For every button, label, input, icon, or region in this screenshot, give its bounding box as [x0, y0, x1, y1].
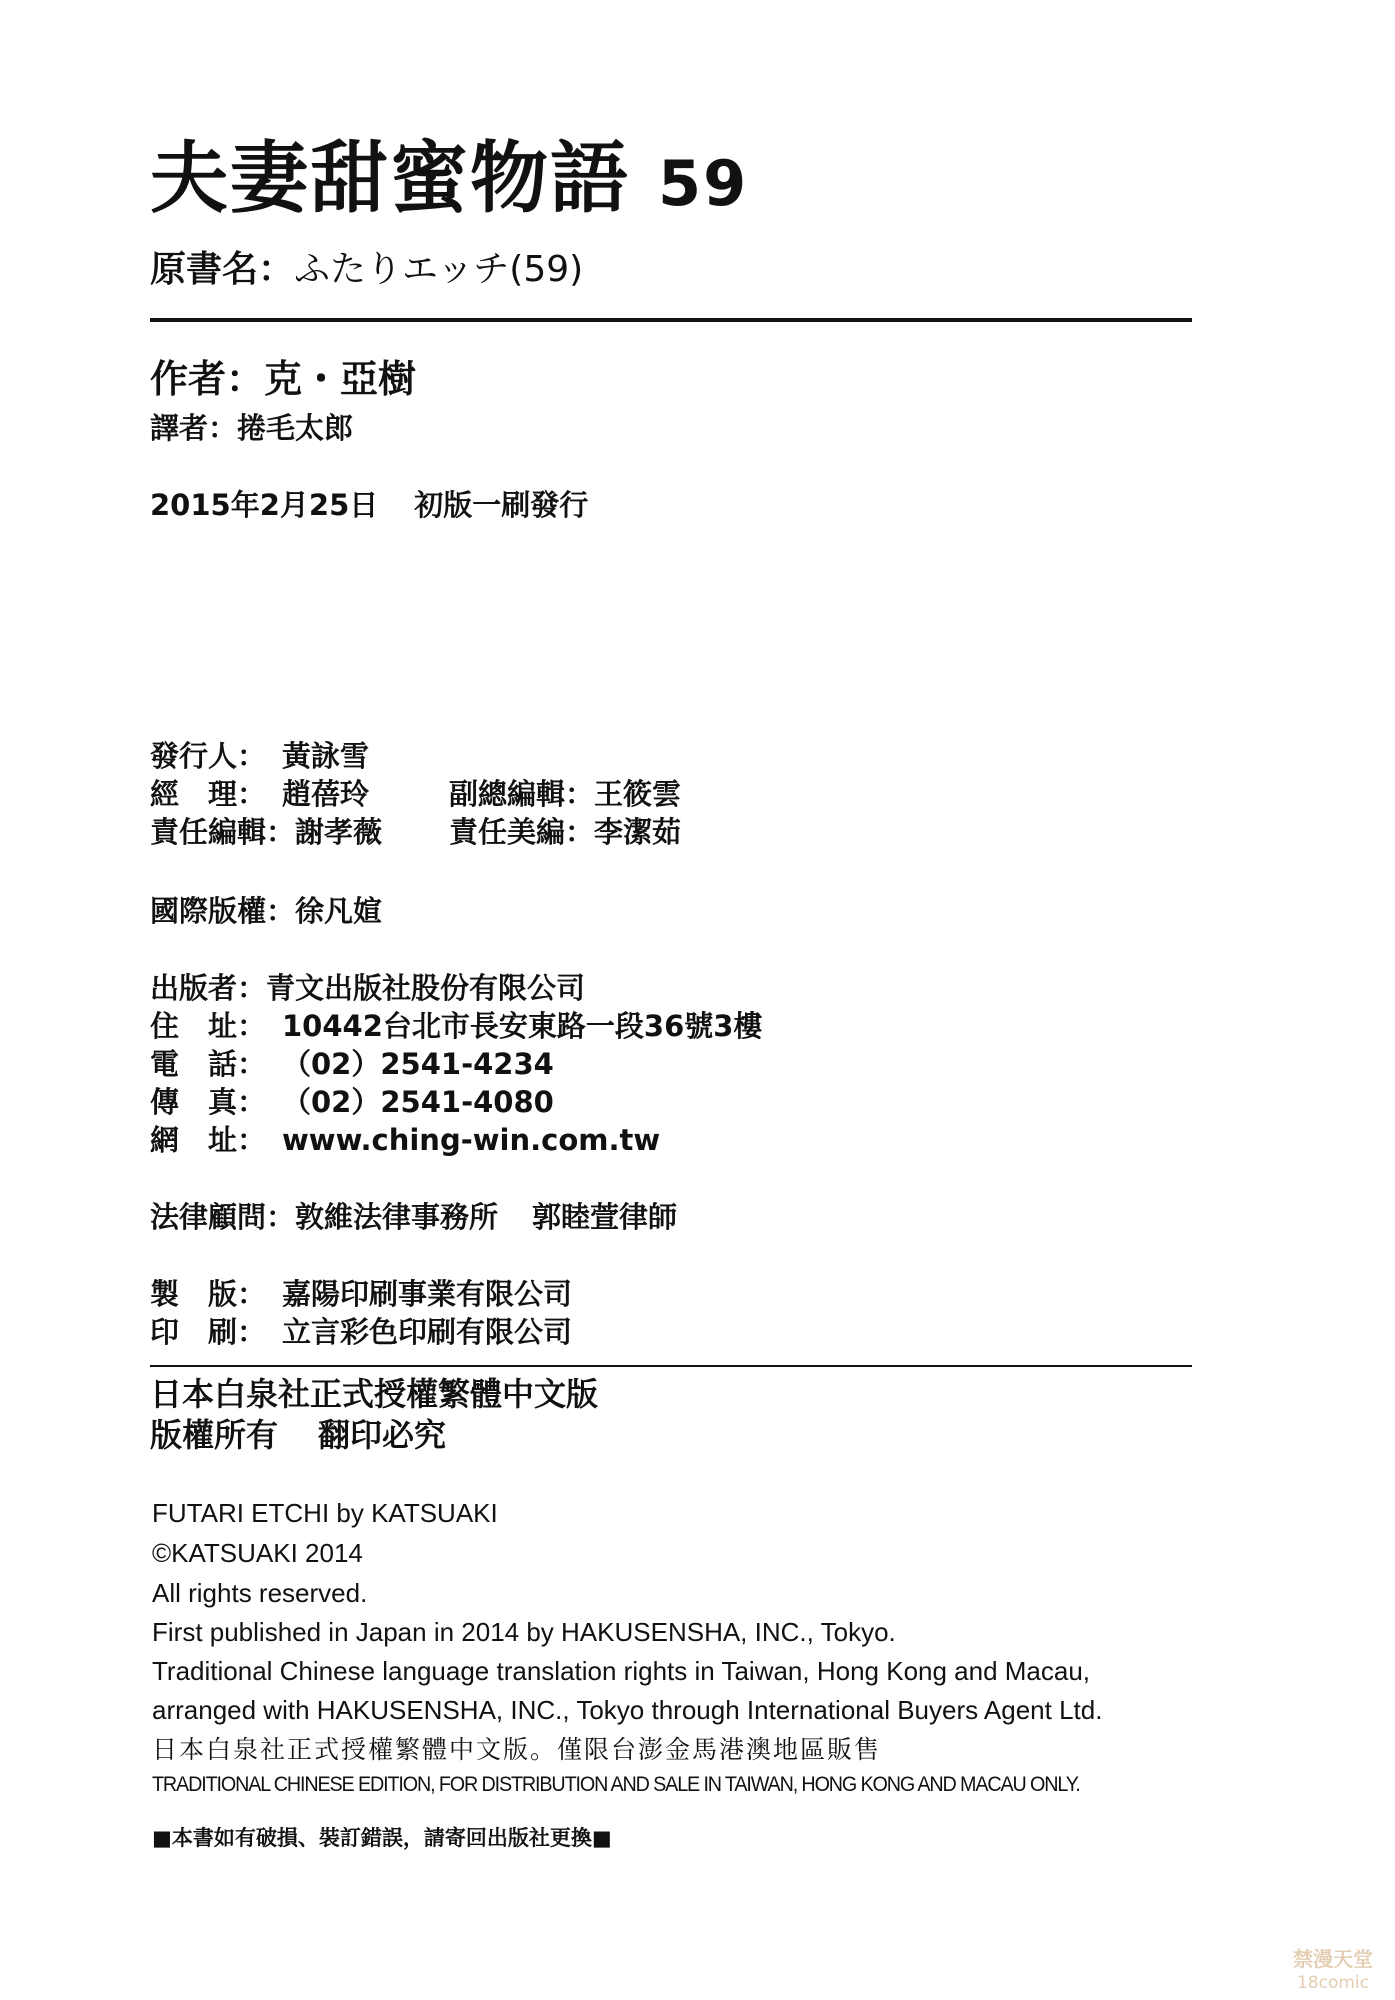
credit-label: 經 理： [150, 777, 267, 811]
production-print [150, 1315, 573, 1349]
publisher-label: 住 址： [150, 1009, 267, 1043]
original-title [150, 249, 584, 290]
credit-label: 副總編輯： [449, 777, 595, 811]
publisher-value: 青文出版社股份有限公司 [266, 971, 586, 1005]
production-value: 立言彩色印刷有限公司 [282, 1315, 573, 1349]
credit-label: 國際版權： [150, 894, 296, 928]
publisher-label: 傳 真： [150, 1085, 267, 1119]
credit-label: 責任編輯： [150, 815, 296, 849]
credit-editor [150, 815, 383, 849]
publisher-value: 10442台北市長安東路一段36號3樓 [282, 1009, 763, 1043]
watermark-logo [1281, 1944, 1385, 1994]
legal-firm: 敦維法律事務所 [295, 1200, 499, 1234]
book-title-main: 夫妻甜蜜物語 [150, 134, 631, 224]
distribution-line-cn: 日本白泉社正式授權繁體中文版。僅限台澎金馬港澳地區販售 [152, 1735, 882, 1764]
publisher-value: （02）2541-4234 [282, 1047, 554, 1081]
credit-rights [150, 894, 383, 928]
author-label: 作者： [150, 357, 265, 401]
credit-label: 發行人： [150, 739, 267, 773]
copyright-line-1: FUTARI ETCHI by KATSUAKI [152, 1498, 498, 1528]
publication-date: 2015年2月25日 [150, 488, 379, 522]
copyright-line-6: arranged with HAKUSENSHA, INC., Tokyo through International Buyers Agent Ltd. [152, 1695, 1103, 1725]
production-label: 製 版： [150, 1277, 267, 1311]
legal-advisor [150, 1200, 678, 1234]
credit-manager [150, 777, 370, 811]
production-value: 嘉陽印刷事業有限公司 [282, 1277, 573, 1311]
production-label: 印 刷： [150, 1315, 267, 1349]
copyright-line-3: All rights reserved. [152, 1578, 368, 1608]
publication-edition: 初版一刷發行 [414, 488, 589, 522]
production-plate [150, 1277, 573, 1311]
credit-value: 謝孝薇 [295, 815, 383, 849]
translator-label: 譯者： [150, 411, 238, 445]
original-title-label: 原書名： [150, 249, 295, 290]
volume-number: 59 [658, 147, 749, 220]
website-link[interactable]: www.ching-win.com.tw [282, 1123, 661, 1157]
publisher-label: 出版者： [150, 971, 267, 1005]
copyright-line-5: Traditional Chinese language translation rights in Taiwan, Hong Kong and Macau, [152, 1656, 1091, 1686]
translator-line [150, 411, 354, 445]
credit-value: 趙蓓玲 [282, 777, 370, 811]
publisher-value: （02）2541-4080 [282, 1085, 554, 1119]
credit-publisher-person [150, 739, 370, 773]
publisher-website [150, 1123, 661, 1157]
publisher-phone [150, 1047, 554, 1081]
credit-value: 李潔茹 [594, 815, 682, 849]
publisher-company [150, 971, 586, 1005]
credit-value: 王筱雲 [594, 777, 682, 811]
credit-label: 責任美編： [449, 815, 595, 849]
publisher-address [150, 1009, 763, 1043]
legal-lawyer: 郭睦萱律師 [532, 1200, 678, 1234]
defect-notice: ■本書如有破損、裝訂錯誤，請寄回出版社更換■ [152, 1826, 612, 1850]
publisher-fax [150, 1085, 554, 1119]
distribution-line-en: TRADITIONAL CHINESE EDITION, FOR DISTRIBUTION AND SALE IN TAIWAN, HONG KONG AND MACAU ONLY. [152, 1773, 1080, 1796]
license-no-reprint: 翻印必究 [318, 1416, 447, 1454]
author-line [150, 357, 417, 401]
credit-deputy-editor [449, 777, 682, 811]
legal-label: 法律顧問： [150, 1200, 296, 1234]
publication-line [150, 488, 589, 522]
credit-value: 黃詠雪 [282, 739, 370, 773]
top-divider [150, 318, 1192, 322]
publisher-label: 電 話： [150, 1047, 267, 1081]
book-title [150, 134, 749, 224]
copyright-line-2: ©KATSUAKI 2014 [152, 1538, 363, 1568]
copyright-line-4: First published in Japan in 2014 by HAKUSENSHA, INC., Tokyo. [152, 1617, 896, 1647]
watermark-line-2: 18comic [1296, 1973, 1370, 1993]
watermark-line-1: 禁漫天堂 [1293, 1947, 1373, 1971]
original-title-value: ふたりエッチ(59) [294, 249, 584, 290]
license-line-1: 日本白泉社正式授權繁體中文版 [150, 1375, 599, 1413]
publisher-label: 網 址： [150, 1123, 267, 1157]
credit-value: 徐凡媗 [295, 894, 383, 928]
license-all-rights: 版權所有 [150, 1416, 279, 1454]
translator-name: 捲毛太郎 [237, 411, 354, 445]
author-name: 克・亞樹 [264, 357, 417, 401]
license-line-2 [150, 1416, 447, 1454]
credit-art-editor [449, 815, 682, 849]
middle-divider [150, 1365, 1192, 1367]
